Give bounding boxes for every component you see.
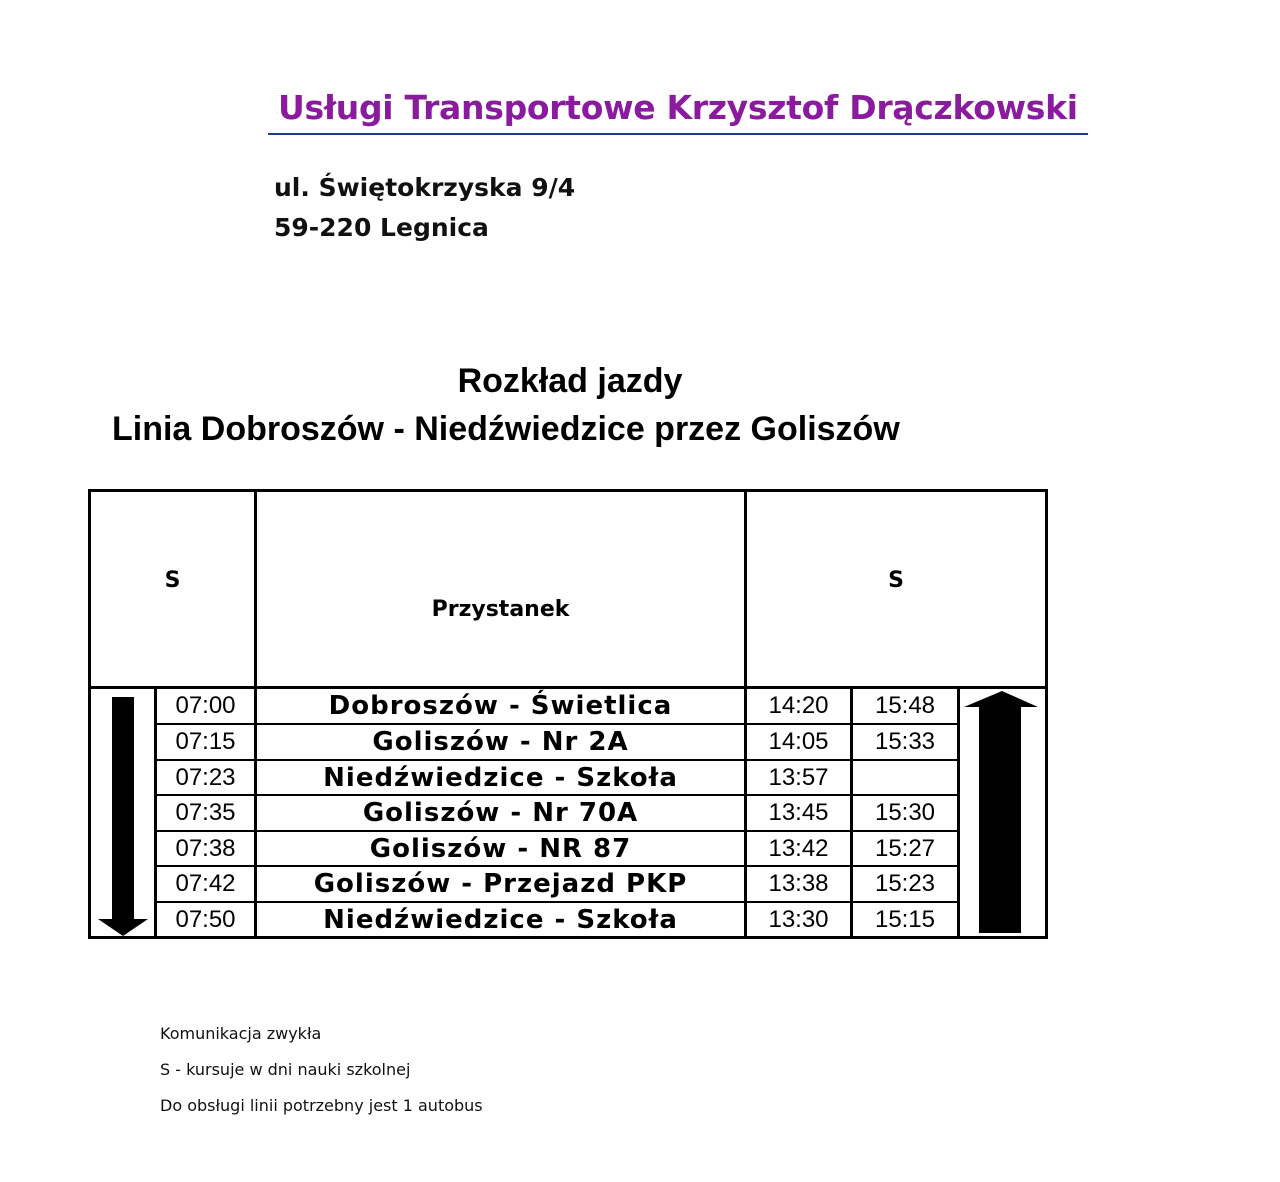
return-time-2: 15:48 [874, 692, 936, 719]
return-time-2: 15:30 [874, 799, 936, 826]
return-time-2: 15:23 [874, 870, 936, 897]
stop-name: Goliszów - Przejazd PKP [313, 869, 688, 899]
timetable-subtitle: Linia Dobroszów - Niedźwiedzice przez Goliszów [112, 410, 900, 448]
stop-name: Goliszów - Nr 2A [372, 727, 629, 757]
return-time-1: 14:05 [768, 728, 829, 755]
departure-time: 07:50 [175, 905, 236, 933]
header-right-s: S [888, 567, 904, 593]
departure-time: 07:38 [175, 834, 236, 862]
departure-time: 07:35 [175, 799, 236, 826]
header-left-s: S [164, 567, 181, 593]
address-city: 59-220 Legnica [274, 213, 489, 242]
departure-time: 07:23 [175, 763, 236, 791]
return-time-2: 15:15 [874, 905, 936, 933]
footnotes [160, 1016, 483, 1124]
address-street: ul. Świętokrzyska 9/4 [274, 173, 576, 202]
table-border-right [1045, 489, 1048, 939]
return-time-2: 15:33 [874, 728, 936, 755]
departure-time: 07:15 [175, 728, 236, 755]
departure-time: 07:42 [175, 870, 236, 897]
header-stop: Przystanek [431, 596, 570, 622]
return-time-1: 13:30 [768, 905, 829, 933]
stop-name: Dobroszów - Świetlica [328, 691, 673, 721]
return-time-2: 15:27 [874, 834, 936, 862]
return-time-2 [853, 761, 957, 794]
timetable [88, 489, 1048, 939]
return-time-1: 13:42 [768, 834, 829, 862]
note-bus-count: Do obsługi linii potrzebny jest 1 autobus [160, 1096, 483, 1115]
departure-time: 07:00 [175, 692, 236, 719]
arrow-down-icon [96, 693, 150, 937]
return-time-1: 13:57 [768, 763, 829, 791]
return-time-1: 14:20 [768, 692, 829, 719]
table-border-bottom [88, 936, 1048, 939]
timetable-title: Rozkład jazdy [457, 362, 683, 400]
return-time-1: 13:45 [768, 799, 829, 826]
note-service-type: Komunikacja zwykła [160, 1024, 322, 1043]
company-name: Usługi Transportowe Krzysztof Drączkowski [268, 88, 1088, 135]
stop-name: Niedźwiedzice - Szkoła [323, 904, 678, 935]
stop-name: Goliszów - Nr 70A [362, 798, 639, 828]
stop-name: Niedźwiedzice - Szkoła [323, 762, 678, 793]
note-s-legend: S - kursuje w dni nauki szkolnej [160, 1060, 411, 1079]
company-address [274, 168, 575, 248]
return-time-1: 13:38 [768, 870, 829, 897]
stop-name: Goliszów - NR 87 [369, 833, 632, 864]
arrow-up-icon [962, 689, 1042, 935]
